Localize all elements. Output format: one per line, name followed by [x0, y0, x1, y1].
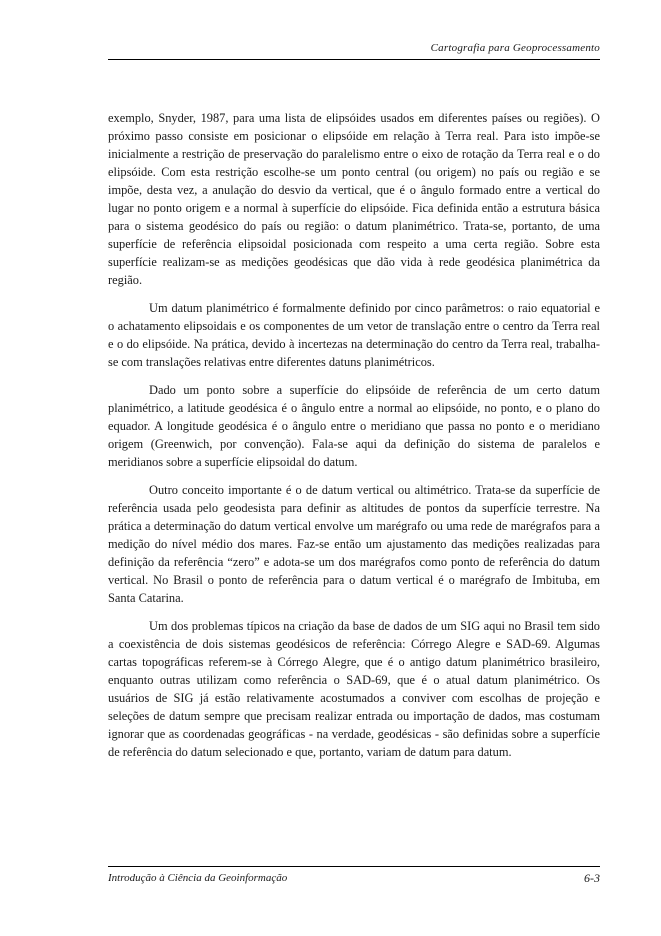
paragraph-5: Um dos problemas típicos na criação da base de dados de um SIG aqui no Brasil tem sido a coexistência de dois sistemas geodésicos de referência: Córrego Alegre e SAD-69. Algumas cartas topográficas referem-se à Córrego Alegre, que é o antigo datum planimétrico brasileiro, enquanto outras utilizam como referência o SAD-69, que é o atual datum planimétrico. Os usuários de SIG já estão relativamente acostumados a conviver com escolhas de projeção e seleções de datum sempre que precisam realizar entrada ou importação de dados, mas costumam ignorar que as coordenadas geográficas - na verdade, geodésicas - são definidas sobre a superfície de referência do datum selecionado e que, portanto, variam de datum para datum.	[108, 619, 600, 759]
page-number: 6-3	[584, 871, 600, 885]
running-title: Cartografia para Geoprocessamento	[430, 42, 600, 54]
paragraph-1: exemplo, Snyder, 1987, para uma lista de elipsóides usados em diferentes países ou regiões). O próximo passo consiste em posicionar o elipsóide em relação à Terra real. Para isto impõe-se inicialmente a restrição de preservação do paralelismo entre o eixo de rotação da Terra real e o do elipsóide. Com esta restrição escolhe-se um ponto central (ou origem) no país ou região e se impõe, desta vez, a anulação do desvio da vertical, que é o ângulo formado entre a vertical do lugar no ponto origem e a normal à superfície do elipsóide. Fica definida então a estrutura básica para o sistema geodésico do país ou região: o datum planimétrico. Trata-se, portanto, de uma superfície de referência elipsoidal posicionada com respeito a uma certa região. Sobre esta superfície realizam-se as medições geodésicas que dão vida à rede geodésica planimétrica da região.	[108, 111, 600, 287]
page-footer	[108, 866, 600, 891]
paragraph-2: Um datum planimétrico é formalmente definido por cinco parâmetros: o raio equatorial e o achatamento elipsoidais e os componentes de um vetor de translação entre o centro da Terra real e o do elipsóide. Na prática, devido à incertezas na determinação do centro da Terra real, trabalha-se com translações relativas entre diferentes datuns planimétricos.	[108, 301, 600, 369]
paragraph-4: Outro conceito importante é o de datum vertical ou altimétrico. Trata-se da superfície de referência usada pelo geodesista para definir as altitudes de pontos da superfície terrestre. Na prática a determinação do datum vertical envolve um marégrafo ou uma rede de marégrafos para a medição do nível médio dos mares. Faz-se então um ajustamento das medições realizadas para definição da referência “zero” e adota-se um dos marégrafos como ponto de referência do datum vertical. No Brasil o ponto de referência para o datum vertical é o marégrafo de Imbituba, em Santa Catarina.	[108, 483, 600, 605]
footer-book-title: Introdução à Ciência da Geoinformação	[108, 872, 288, 884]
body-text	[108, 109, 600, 771]
paragraph-3: Dado um ponto sobre a superfície do elipsóide de referência de um certo datum planimétrico, a latitude geodésica é o ângulo entre a normal ao elipsóide, no ponto, e o plano do equador. A longitude geodésica é o ângulo entre o meridiano que passa no ponto e o meridiano origem (Greenwich, por convenção). Fala-se aqui da definição do sistema de paralelos e meridianos sobre a superfície elipsoidal do datum.	[108, 383, 600, 469]
page-header	[108, 42, 600, 60]
